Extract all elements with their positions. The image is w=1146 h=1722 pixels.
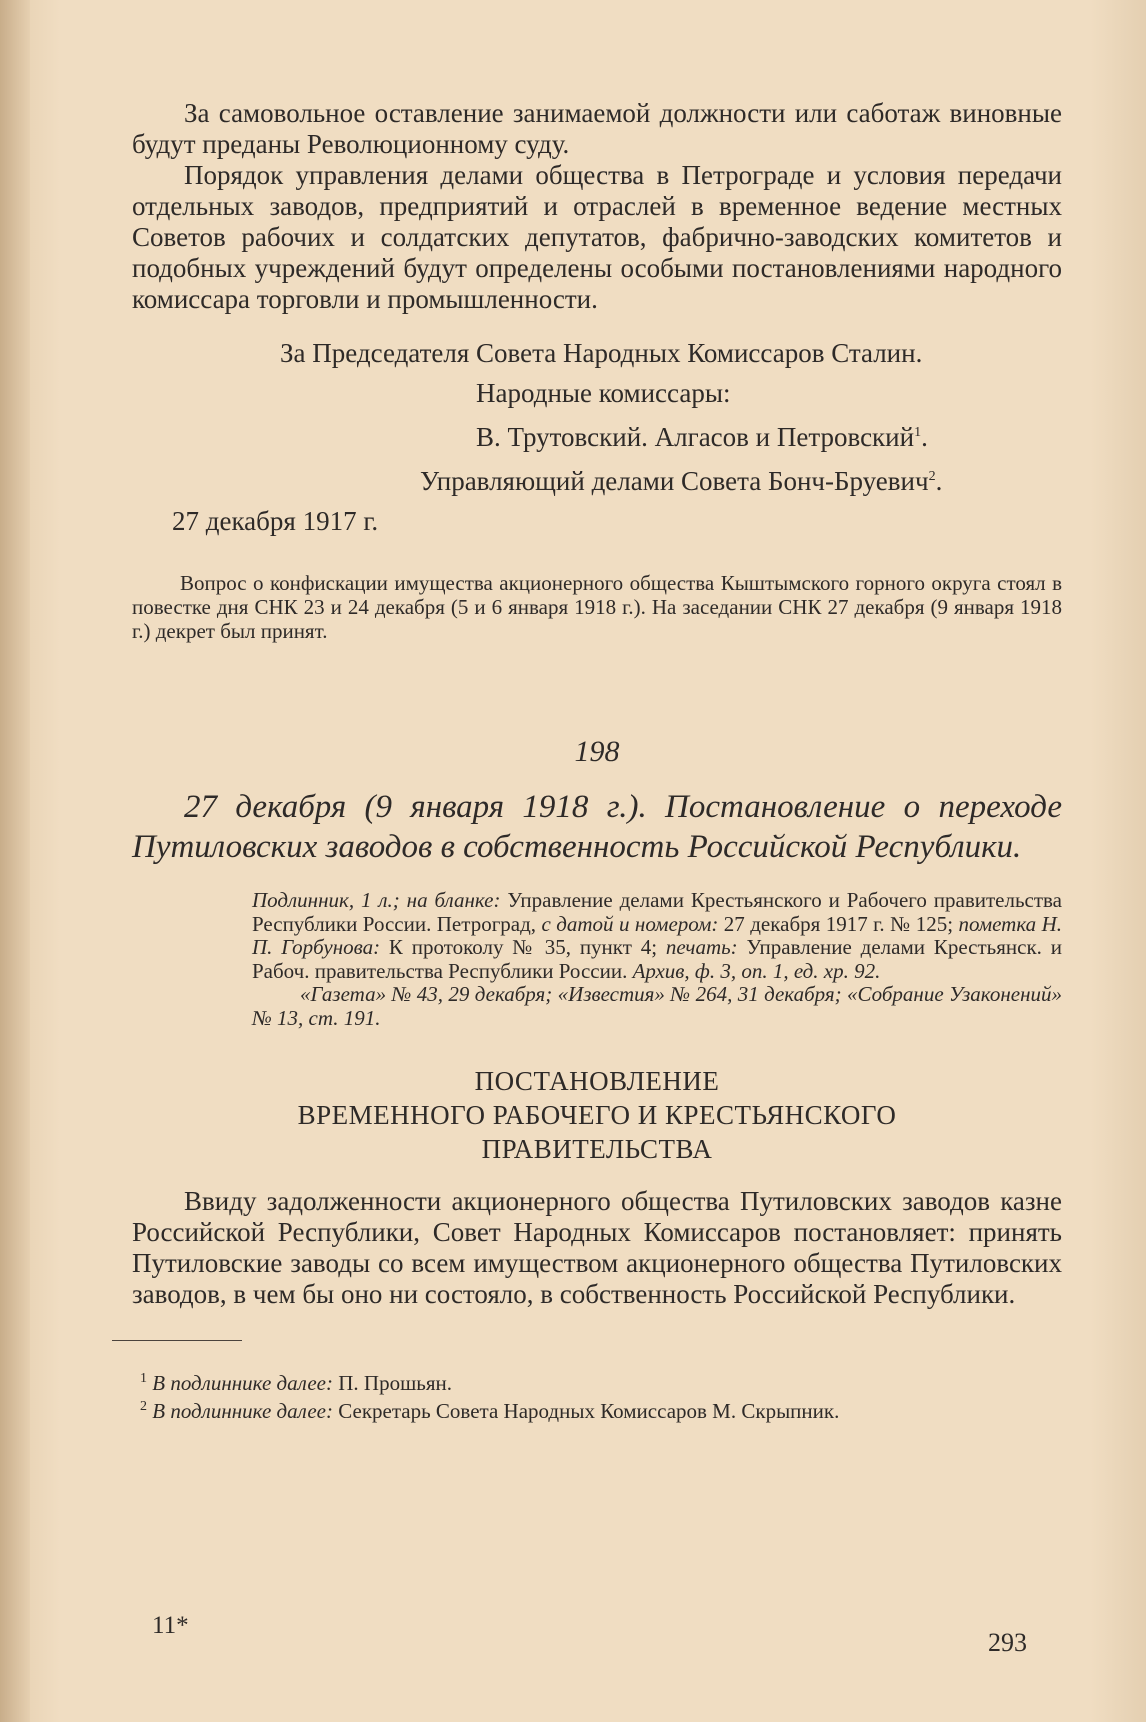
page-content [132, 98, 1062, 1423]
source-text-seal: Управление делами Крестьянск. и Рабоч. правительства Республики России. [252, 935, 1062, 983]
signature-commissars-period: . [921, 422, 928, 452]
document-title: 27 декабря (9 января 1918 г.). Постановление о переходе Путиловских заводов в собственность Российской Республики. [132, 789, 1062, 865]
signature-block [132, 333, 1062, 541]
footnotes [112, 1367, 1062, 1423]
footnote-ref-2[interactable]: 2 [928, 469, 936, 484]
signature-commissars-label: Народные комиссары: [476, 378, 731, 408]
signature-manager [132, 457, 1062, 501]
paragraph-sabotage: За самовольное оставление занимаемой должности или саботаж виновные будут преданы Революционному суду. [132, 98, 1062, 159]
document-publications: «Газета» № 43, 29 декабря; «Известия» № 264, 31 декабря; «Собрание Узаконений» № 13, ст. 191. [252, 982, 1062, 1030]
heading-line-2: ВРЕМЕННОГО РАБОЧЕГО И КРЕСТЬЯНСКОГО [297, 1100, 897, 1130]
footnote-2-label: В подлиннике далее: [152, 1399, 333, 1423]
signature-manager-period: . [935, 466, 943, 496]
source-text-protocol: К протоколу № 35, пункт 4; [380, 935, 658, 959]
paragraph-management-order: Порядок управления делами общества в Петрограде и условия передачи отдельных заводов, предприятий и отраслей в временное ведение местных Советов рабочих и солдатских депутатов, фабрично-заводских комитетов и подобных учреждений будут определены особыми постановлениями народного комиссара торговли и промышленности. [132, 160, 1062, 314]
footnote-1-label: В подлиннике далее: [152, 1371, 333, 1395]
signature-commissars-names: В. Трутовский. Алгасов и Петровский [476, 422, 915, 452]
resolution-heading [132, 1064, 1062, 1166]
source-label-mark: пометка Н. П. Горбунова: [252, 911, 1062, 959]
source-label-original: Подлинник, 1 л.; на бланке: [252, 888, 501, 912]
signature-commissars [132, 413, 1062, 457]
footnote-divider [112, 1340, 242, 1341]
source-label-date: с датой и номером: [536, 911, 719, 936]
source-text-date: 27 декабря 1917 г. № 125; [718, 911, 954, 936]
footnote-ref-1[interactable]: 1 [914, 425, 922, 440]
source-text-letterhead: Управление делами Крестьянского и Рабочего правительства Республики России. Петроград, [252, 888, 1062, 936]
resolution-body: Ввиду задолженности акционерного общества Путиловских заводов казне Российской Республики, Совет Народных Комиссаров постановляет: принять Путиловские заводы со всем имуществом акционерного общества Путиловских заводов, в чем бы оно ни состояло, в собственность Российской Республики. [132, 1186, 1062, 1309]
page-number: 293 [988, 1628, 1027, 1657]
source-label-seal: печать: [657, 935, 738, 959]
signature-chairman: За Председателя Совета Народных Комиссаров Сталин. [280, 338, 923, 368]
source-archive: Архив, ф. 3, оп. 1, ед. хр. 92. [627, 958, 881, 983]
sheet-signature-mark: 11* [152, 1612, 189, 1639]
heading-line-3: ПРАВИТЕЛЬСТВА [481, 1134, 713, 1164]
footnote-2-text: Секретарь Совета Народных Комиссаров М. Скрыпник. [332, 1399, 840, 1423]
signature-manager-name: Управляющий делами Совета Бонч-Бруевич [420, 466, 929, 496]
footnote-1-text: П. Прошьян. [332, 1371, 452, 1395]
book-spine-shadow [0, 0, 30, 1722]
footnote-2-mark: 2 [140, 1399, 147, 1414]
footnote-1 [112, 1367, 1062, 1395]
signature-date: 27 декабря 1917 г. [172, 506, 379, 536]
footnote-1-mark: 1 [140, 1371, 147, 1386]
document-number: 198 [574, 735, 620, 768]
footnote-2 [112, 1395, 1062, 1423]
editorial-note: Вопрос о конфискации имущества акционерного общества Кыштымского горного округа стоял в повестке дня СНК 23 и 24 декабря (5 и 6 января 1918 г.). На заседании СНК 27 декабря (9 января 1918 г.) декрет был принят. [132, 571, 1062, 643]
document-source [132, 889, 1062, 983]
heading-line-1: ПОСТАНОВЛЕНИЕ [474, 1066, 720, 1096]
